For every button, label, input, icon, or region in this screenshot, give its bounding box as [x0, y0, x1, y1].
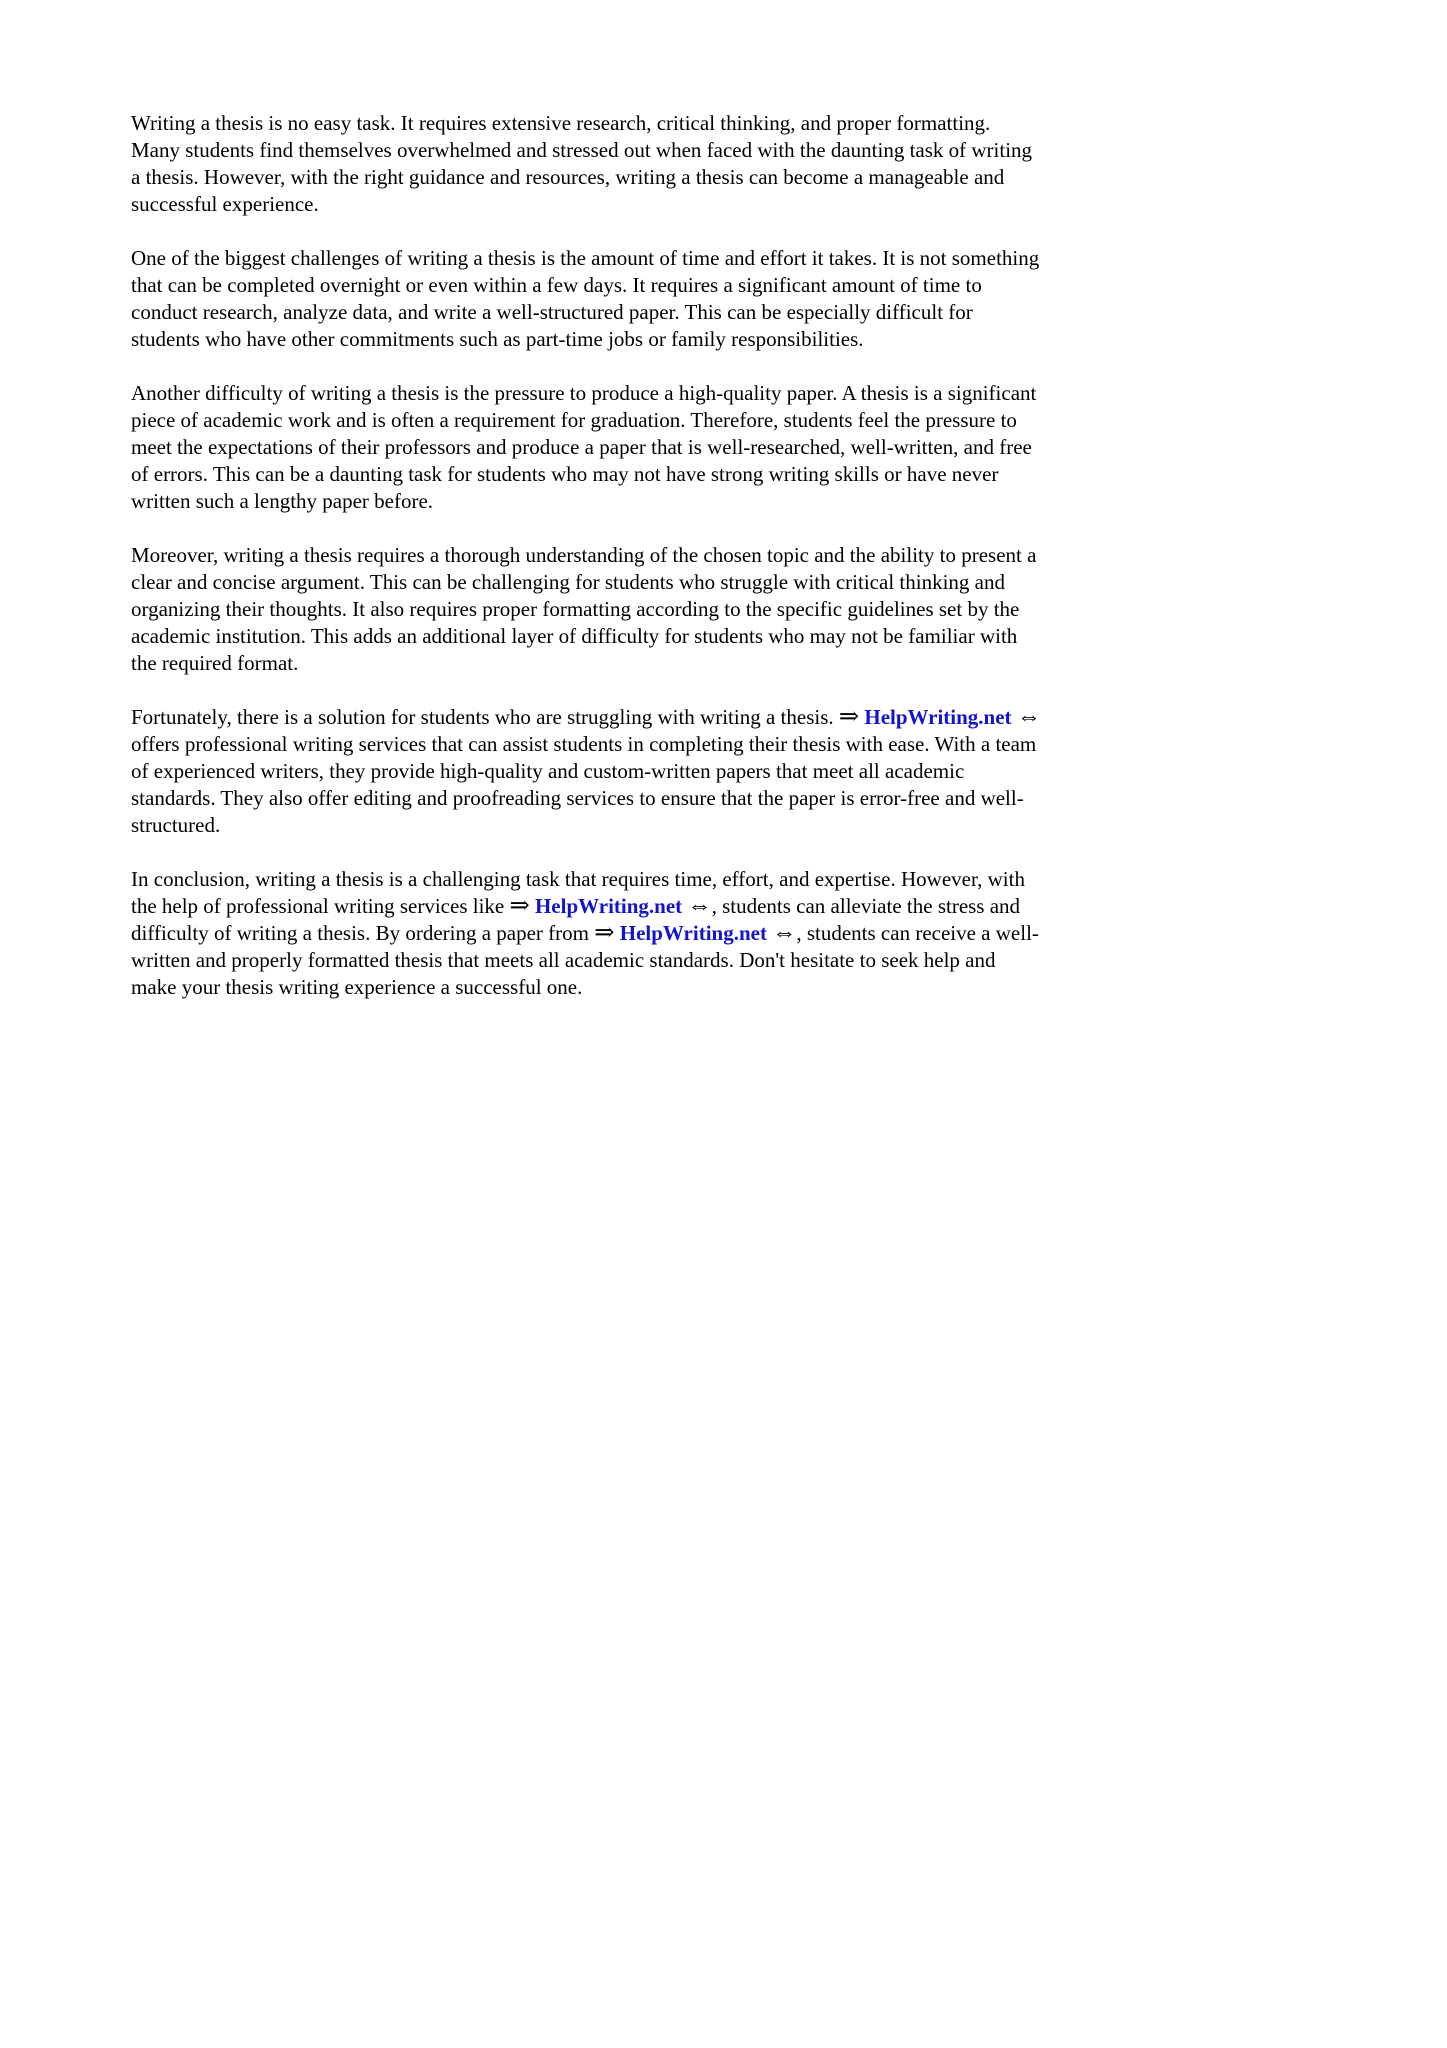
helpwriting-link[interactable]: HelpWriting.net — [619, 921, 767, 945]
text-run: One of the biggest challenges of writing a thesis is the amount of time and effort it takes. It is not something that can be completed overnight or even within a few days. It requires a significant amount of time to conduct research, analyze data, and write a well-structured paper. This can be especially difficult for students who have other commitments such as part-time jobs or family responsibilities. — [131, 246, 1040, 351]
text-run: , students can receive a well-written and properly formatted thesis that meets all academic standards. Don't hesitate to seek help and make your thesis writing experience a successful one. — [131, 921, 1039, 999]
text-run: Fortunately, there is a solution for students who are struggling with writing a thesis. — [131, 705, 839, 729]
arrow-right-icon: ⇒ — [509, 892, 530, 919]
paragraph — [131, 110, 1043, 218]
text-run: , students can alleviate the stress and difficulty of writing a thesis. By ordering a paper from — [131, 894, 1021, 945]
paragraph — [131, 866, 1043, 1001]
text-run: Writing a thesis is no easy task. It requires extensive research, critical thinking, and proper formatting. Many students find themselves overwhelmed and stressed out when faced with the daunting task of writing a thesis. However, with the right guidance and resources, writing a thesis can become a manageable and successful experience. — [131, 111, 1033, 216]
arrow-leftright-icon: ⇔ — [687, 892, 712, 919]
document-body — [131, 110, 1043, 1028]
arrow-leftright-icon: ⇔ — [1016, 703, 1041, 730]
text-run: Another difficulty of writing a thesis is the pressure to produce a high-quality paper. A thesis is a significant piece of academic work and is often a requirement for graduation. Therefore, students feel the pressure to meet the expectations of their professors and produce a paper that is well-researched, well-written, and free of errors. This can be a daunting task for students who may not have strong writing skills or have never written such a lengthy paper before. — [131, 381, 1037, 513]
paragraph — [131, 542, 1043, 677]
text-run: offers professional writing services that can assist students in completing their thesis with ease. With a team of experienced writers, they provide high-quality and custom-written papers that meet all academic standards. They also offer editing and proofreading services to ensure that the paper is error-free and well-structured. — [131, 732, 1037, 837]
text-run: In conclusion, writing a thesis is a challenging task that requires time, effort, and expertise. However, with the help of professional writing services like — [131, 867, 1025, 918]
paragraph — [131, 704, 1043, 839]
arrow-leftright-icon: ⇔ — [772, 919, 797, 946]
text-run: Moreover, writing a thesis requires a thorough understanding of the chosen topic and the ability to present a clear and concise argument. This can be challenging for students who struggle with critical thinking and organizing their thoughts. It also requires proper formatting according to the specific guidelines set by the academic institution. This adds an additional layer of difficulty for students who may not be familiar with the required format. — [131, 543, 1037, 675]
arrow-right-icon: ⇒ — [838, 703, 860, 730]
helpwriting-link[interactable]: HelpWriting.net — [534, 894, 683, 918]
paragraph — [131, 245, 1043, 353]
helpwriting-link[interactable]: HelpWriting.net — [864, 705, 1012, 729]
paragraph — [131, 380, 1043, 515]
arrow-right-icon: ⇒ — [594, 919, 615, 946]
